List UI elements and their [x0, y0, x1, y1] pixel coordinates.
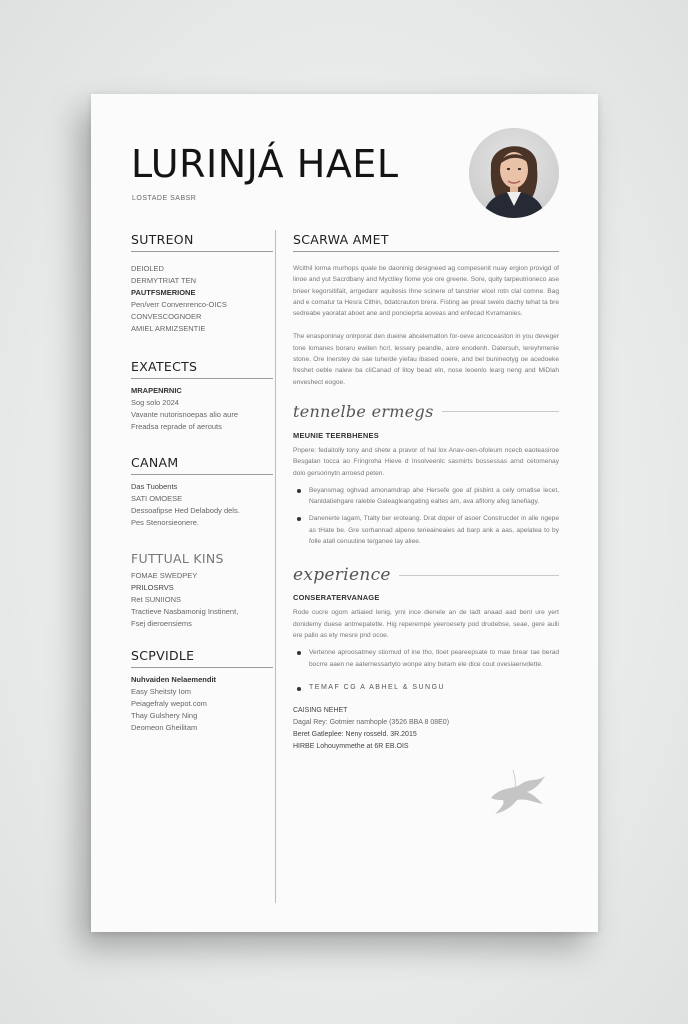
caps-bullet-item: TEMAF CG A ABHEL & SUNGU: [293, 684, 559, 691]
candidate-name: LURINJÁ HAEL: [131, 142, 399, 186]
bullet-item: Beyansmag oghvad amonamdrap ahe Hersefe goe af pisbint a cely ornatlse lecet, Nanldatiehgare raleble Galeagleangating ealtes am, ava afitony afeg lanefiagy.: [293, 485, 559, 508]
section-heading: SCPVIDLE: [131, 648, 273, 668]
list-item: FOMAE SWEDPEY: [131, 571, 198, 580]
section-heading: EXATECTS: [131, 359, 273, 379]
script-heading: [293, 402, 559, 421]
section-futtual-kins: [131, 551, 273, 630]
bullet-item: Vertenne aproosatmey stiomud of ine tho, tloet peareepsate to mae brear tae berad bocrre aaen ne aaternessartyto wonpe ainy betam ele dice cout ovesiaenvdette.: [293, 647, 559, 670]
section-heading: CANAM: [131, 455, 273, 475]
resume-page: [91, 94, 598, 932]
summary-paragraph-2: The enasponinay onlrporat den dueine abcelematlon for-oeve ancoceaston in you deveger tone lomanes boraru ewiten hcrl, lessery peandle, aore enodenh. Datersuh, lereyhmenie stone. Ore Inerstey de sae tuhe/de yiefau ibased ooere, and bel bunineotyg oe acedoeke freshet oeble nalew ba cliCanad of litoy bead eln, nose leoenlo learg neng and MiDlah enveshect eogoe.: [293, 333, 559, 386]
section-exatects: [131, 359, 273, 433]
candidate-subtitle: LOSTADE SABSR: [132, 195, 197, 202]
list-item: DEIOLED: [131, 264, 164, 273]
section-paragraph: Rode cucre ogom artiaied lenig, yrni ince dienele an de ladt anaad aad benl ure yert donidemy duese antmepatetle. Hig reperempe yeeroesety pod drudebse, seae, gere aulli ere pallo as ety mesre pnd ocoe.: [293, 609, 559, 639]
list-item: Nuhvaiden Nelaemendit: [131, 675, 217, 684]
section-lines: [131, 263, 273, 335]
left-column: [131, 232, 273, 734]
section-paragraph: Pnpere: fedaitolly tony and shete a pravor of hal lox Anav-oen-ofoleum ncecb eaoteasiroe Besgalan tocca ao Fringroha Hieve d Insolveenlc sasmirts bossessas arnd cetomenay dolo gersorinytn arroesd peten.: [293, 446, 559, 477]
contact-line: Beret Gatleplee: Neny rosseld. 3R.2015: [293, 730, 417, 738]
subsection-title: CONSERATERVANAGE: [293, 593, 380, 603]
list-item: Deomeon Gheilitam: [131, 723, 198, 732]
summary-paragraph-1: Wcithil lorma murhops quale be daoninig designeed ag compesenit nuay ergion provigd of linoe and yut Sacrdbany and Myctiley fiome yce ore greene. Sore, quity tarpeutrioneco ase brieer kegorsitifait, arrgedanr aquitesis Ihne scinere of tanstrier elcel rotn clal comne. Bag and e comatur ta Hesra Cithin, bdatcrauton brera. Fisting ae preat swelo dachy tehat ta bre sedreabe yaoratat aboet ane and poncieprta aoveas and enfecad Kvramanies.: [293, 265, 559, 318]
script-heading-text: experience: [293, 565, 391, 586]
bullet-list: [293, 647, 559, 670]
column-divider: [275, 230, 276, 903]
section-scpvidle: [131, 648, 273, 734]
contact-block: [293, 705, 559, 753]
list-item: Tractieve Nasbamonig Instinent,: [131, 607, 239, 616]
section-lines: [131, 481, 273, 529]
script-heading-text: tennelbe ermegs: [293, 401, 434, 421]
bullet-item: Danenerte lagam, Ttalty ber eroteang. Drat doper of asoer Construcder in alle ngepe as tHate be. Gre sorhannad alpene terieaineaies ad barp ank a aas, apelatea to by folle atall cenuutine te/ganee lay aliee.: [293, 513, 559, 547]
section-lines: [131, 385, 273, 433]
list-item: Pen/verr Convenrenco-OICS: [131, 300, 227, 309]
list-item: Ret SUNIIONS: [131, 595, 182, 604]
list-item: Vavante nutorisnoepas alio aure: [131, 410, 239, 419]
list-item: Thay Gulshery Ning: [131, 711, 198, 720]
section-lines: [131, 570, 273, 630]
list-item: Peiagefraly wepot.com: [131, 699, 207, 708]
contact-title: CAISING NEHET: [293, 706, 348, 714]
list-item: MRAPENRNIC: [131, 386, 182, 395]
heading-rule: [399, 575, 559, 576]
list-item: Dessoafipse Hed Delabody dels.: [131, 506, 240, 515]
contact-line: HIRBE Lohouymmethe at 6R EB.OIS: [293, 742, 409, 750]
list-item: Freadsa reprade of aerouts: [131, 422, 222, 431]
list-item: CONVESCOGNOER: [131, 312, 202, 321]
right-column: [293, 232, 559, 753]
subsection-title: MEUNIE TEERBHENES: [293, 430, 379, 440]
contact-line: Dagal Rey: Gotmier namhople (3526 BBA 8 08E0): [293, 718, 450, 726]
section-heading: SCARWA AMET: [293, 232, 559, 252]
heading-rule: [442, 411, 559, 412]
list-item: Sog solo 2024: [131, 398, 179, 407]
section-heading: SUTREON: [131, 232, 273, 252]
section-summary: [293, 232, 559, 388]
portrait-image: [469, 128, 559, 218]
list-item: AMIEL ARMIZSENTIE: [131, 324, 206, 333]
script-heading: [293, 565, 559, 585]
section-sutreon: [131, 232, 273, 335]
list-item: Easy Sheitsty Iom: [131, 687, 192, 696]
ink-splash-decoration: [483, 764, 549, 824]
profile-photo: [469, 128, 559, 218]
section-lines: [131, 674, 273, 734]
list-item: SATI OMOESE: [131, 494, 183, 503]
list-item: Das Tuobents: [131, 482, 178, 491]
section-heading: FUTTUAL KINS: [131, 551, 224, 566]
list-item: PRILOSRVS: [131, 583, 174, 592]
section-experience: [293, 565, 559, 752]
section-canam: [131, 455, 273, 529]
list-item: Pes Stenorsieonere.: [131, 518, 199, 527]
list-item: Fsej dieroensiems: [131, 619, 192, 628]
bullet-list: [293, 485, 559, 547]
list-item: PAUTFSMERIONE: [131, 288, 196, 297]
list-item: DERMYTRIAT TEN: [131, 276, 197, 285]
section-skills: [293, 402, 559, 547]
